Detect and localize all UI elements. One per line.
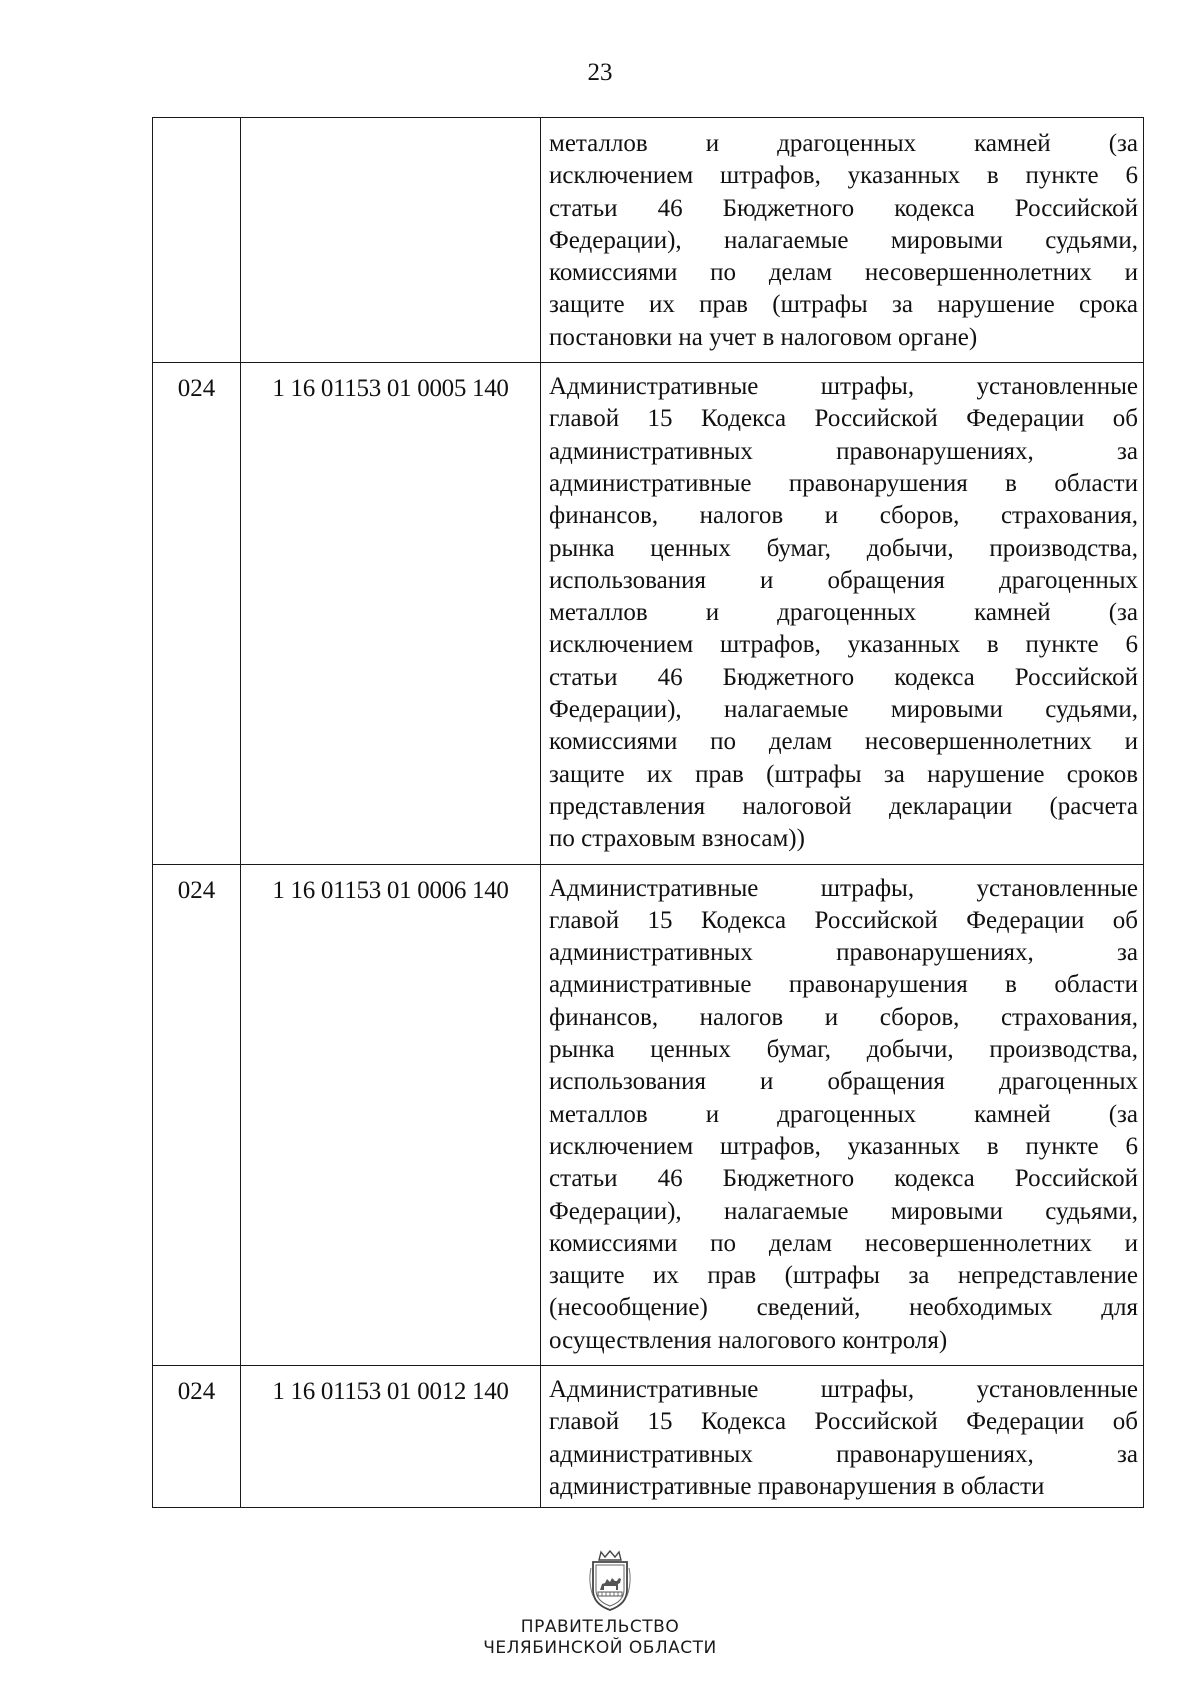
footer-org-line-2: ЧЕЛЯБИНСКОЙ ОБЛАСТИ [483,1638,717,1658]
revenue-name-line: статьи 46 Бюджетного кодекса Российской [549,194,1138,222]
table-row [153,363,1144,864]
revenue-name-line: по страховым взносам)) [549,825,805,853]
revenue-name-line: постановки на учет в налоговом органе) [549,323,978,351]
admin-code-cell: 024 [153,363,241,864]
revenue-name-line: статьи 46 Бюджетного кодекса Российской [549,1165,1138,1193]
revenue-name-line: комиссиями по делам несовершеннолетних и [549,1229,1138,1257]
revenue-name-line: комиссиями по делам несовершеннолетних и [549,259,1138,287]
budget-code-cell [241,118,541,363]
revenue-name-line: административных правонарушениях, за [549,1440,1138,1468]
revenue-name-cell [541,1365,1144,1507]
revenue-name-line: Федерации), налагаемые мировыми судьями, [549,696,1138,724]
revenue-name-line: рынка ценных бумаг, добычи, производства, [549,534,1138,562]
table-row [153,1365,1144,1507]
revenue-name-line: Административные штрафы, установленные [549,1375,1138,1403]
revenue-name-line: металлов и драгоценных камней (за [549,130,1138,157]
admin-code-cell: 024 [153,864,241,1365]
table-row [153,118,1144,363]
revenue-name-cell [541,118,1144,363]
revenue-name-line: исключением штрафов, указанных в пункте 6 [549,1132,1138,1160]
revenue-name-line: административных правонарушениях, за [549,437,1138,465]
revenue-name-line: защите их прав (штрафы за нарушение срока [549,291,1138,319]
coat-of-arms-icon [587,1550,633,1612]
page-number: 23 [587,59,613,86]
revenue-name-cell [541,363,1144,864]
revenue-name-line: административных правонарушениях, за [549,939,1138,967]
revenue-name-line: финансов, налогов и сборов, страхования, [549,1003,1138,1031]
revenue-name-line: административные правонарушения в области [549,1472,1045,1500]
budget-code-cell: 1 16 01153 01 0006 140 [241,864,541,1365]
admin-code-cell [153,118,241,363]
revenue-name-line: металлов и драгоценных камней (за [549,1100,1138,1128]
revenue-name-line: осуществления налогового контроля) [549,1326,948,1354]
budget-classification-table [152,117,1144,1508]
revenue-name-line: административные правонарушения в области [549,971,1138,999]
table-row [153,864,1144,1365]
revenue-name-line: Федерации), налагаемые мировыми судьями, [549,226,1138,254]
revenue-name-line: металлов и драгоценных камней (за [549,599,1138,627]
revenue-name-line: Административные штрафы, установленные [549,874,1138,902]
revenue-name-line: представления налоговой декларации (расчета [549,792,1138,820]
revenue-name-line: статьи 46 Бюджетного кодекса Российской [549,663,1138,691]
revenue-name-line: использования и обращения драгоценных [549,566,1138,594]
budget-code-cell: 1 16 01153 01 0012 140 [241,1365,541,1507]
revenue-name-line: финансов, налогов и сборов, страхования, [549,502,1138,530]
revenue-name-line: рынка ценных бумаг, добычи, производства, [549,1036,1138,1064]
admin-code-cell: 024 [153,1365,241,1507]
budget-code-cell: 1 16 01153 01 0005 140 [241,363,541,864]
revenue-name-cell [541,864,1144,1365]
footer-org-line-1: ПРАВИТЕЛЬСТВО [520,1617,680,1637]
revenue-name-line: Федерации), налагаемые мировыми судьями, [549,1197,1138,1225]
table-body [153,118,1144,1508]
revenue-name-line: защите их прав (штрафы за нарушение сроков [549,760,1138,788]
revenue-name-line: исключением штрафов, указанных в пункте 6 [549,631,1138,659]
revenue-name-line: комиссиями по делам несовершеннолетних и [549,728,1138,756]
revenue-name-line: главой 15 Кодекса Российской Федерации об [549,906,1138,934]
footer-organization [0,1617,1200,1659]
revenue-name-line: (несообщение) сведений, необходимых для [549,1294,1138,1322]
revenue-name-line: главой 15 Кодекса Российской Федерации об [549,1408,1138,1436]
revenue-name-line: исключением штрафов, указанных в пункте 6 [549,162,1138,190]
revenue-name-line: использования и обращения драгоценных [549,1068,1138,1096]
revenue-name-line: защите их прав (штрафы за непредставление [549,1262,1138,1290]
revenue-name-line: административные правонарушения в области [549,469,1138,497]
revenue-name-line: Административные штрафы, установленные [549,373,1138,401]
revenue-name-line: главой 15 Кодекса Российской Федерации об [549,405,1138,433]
